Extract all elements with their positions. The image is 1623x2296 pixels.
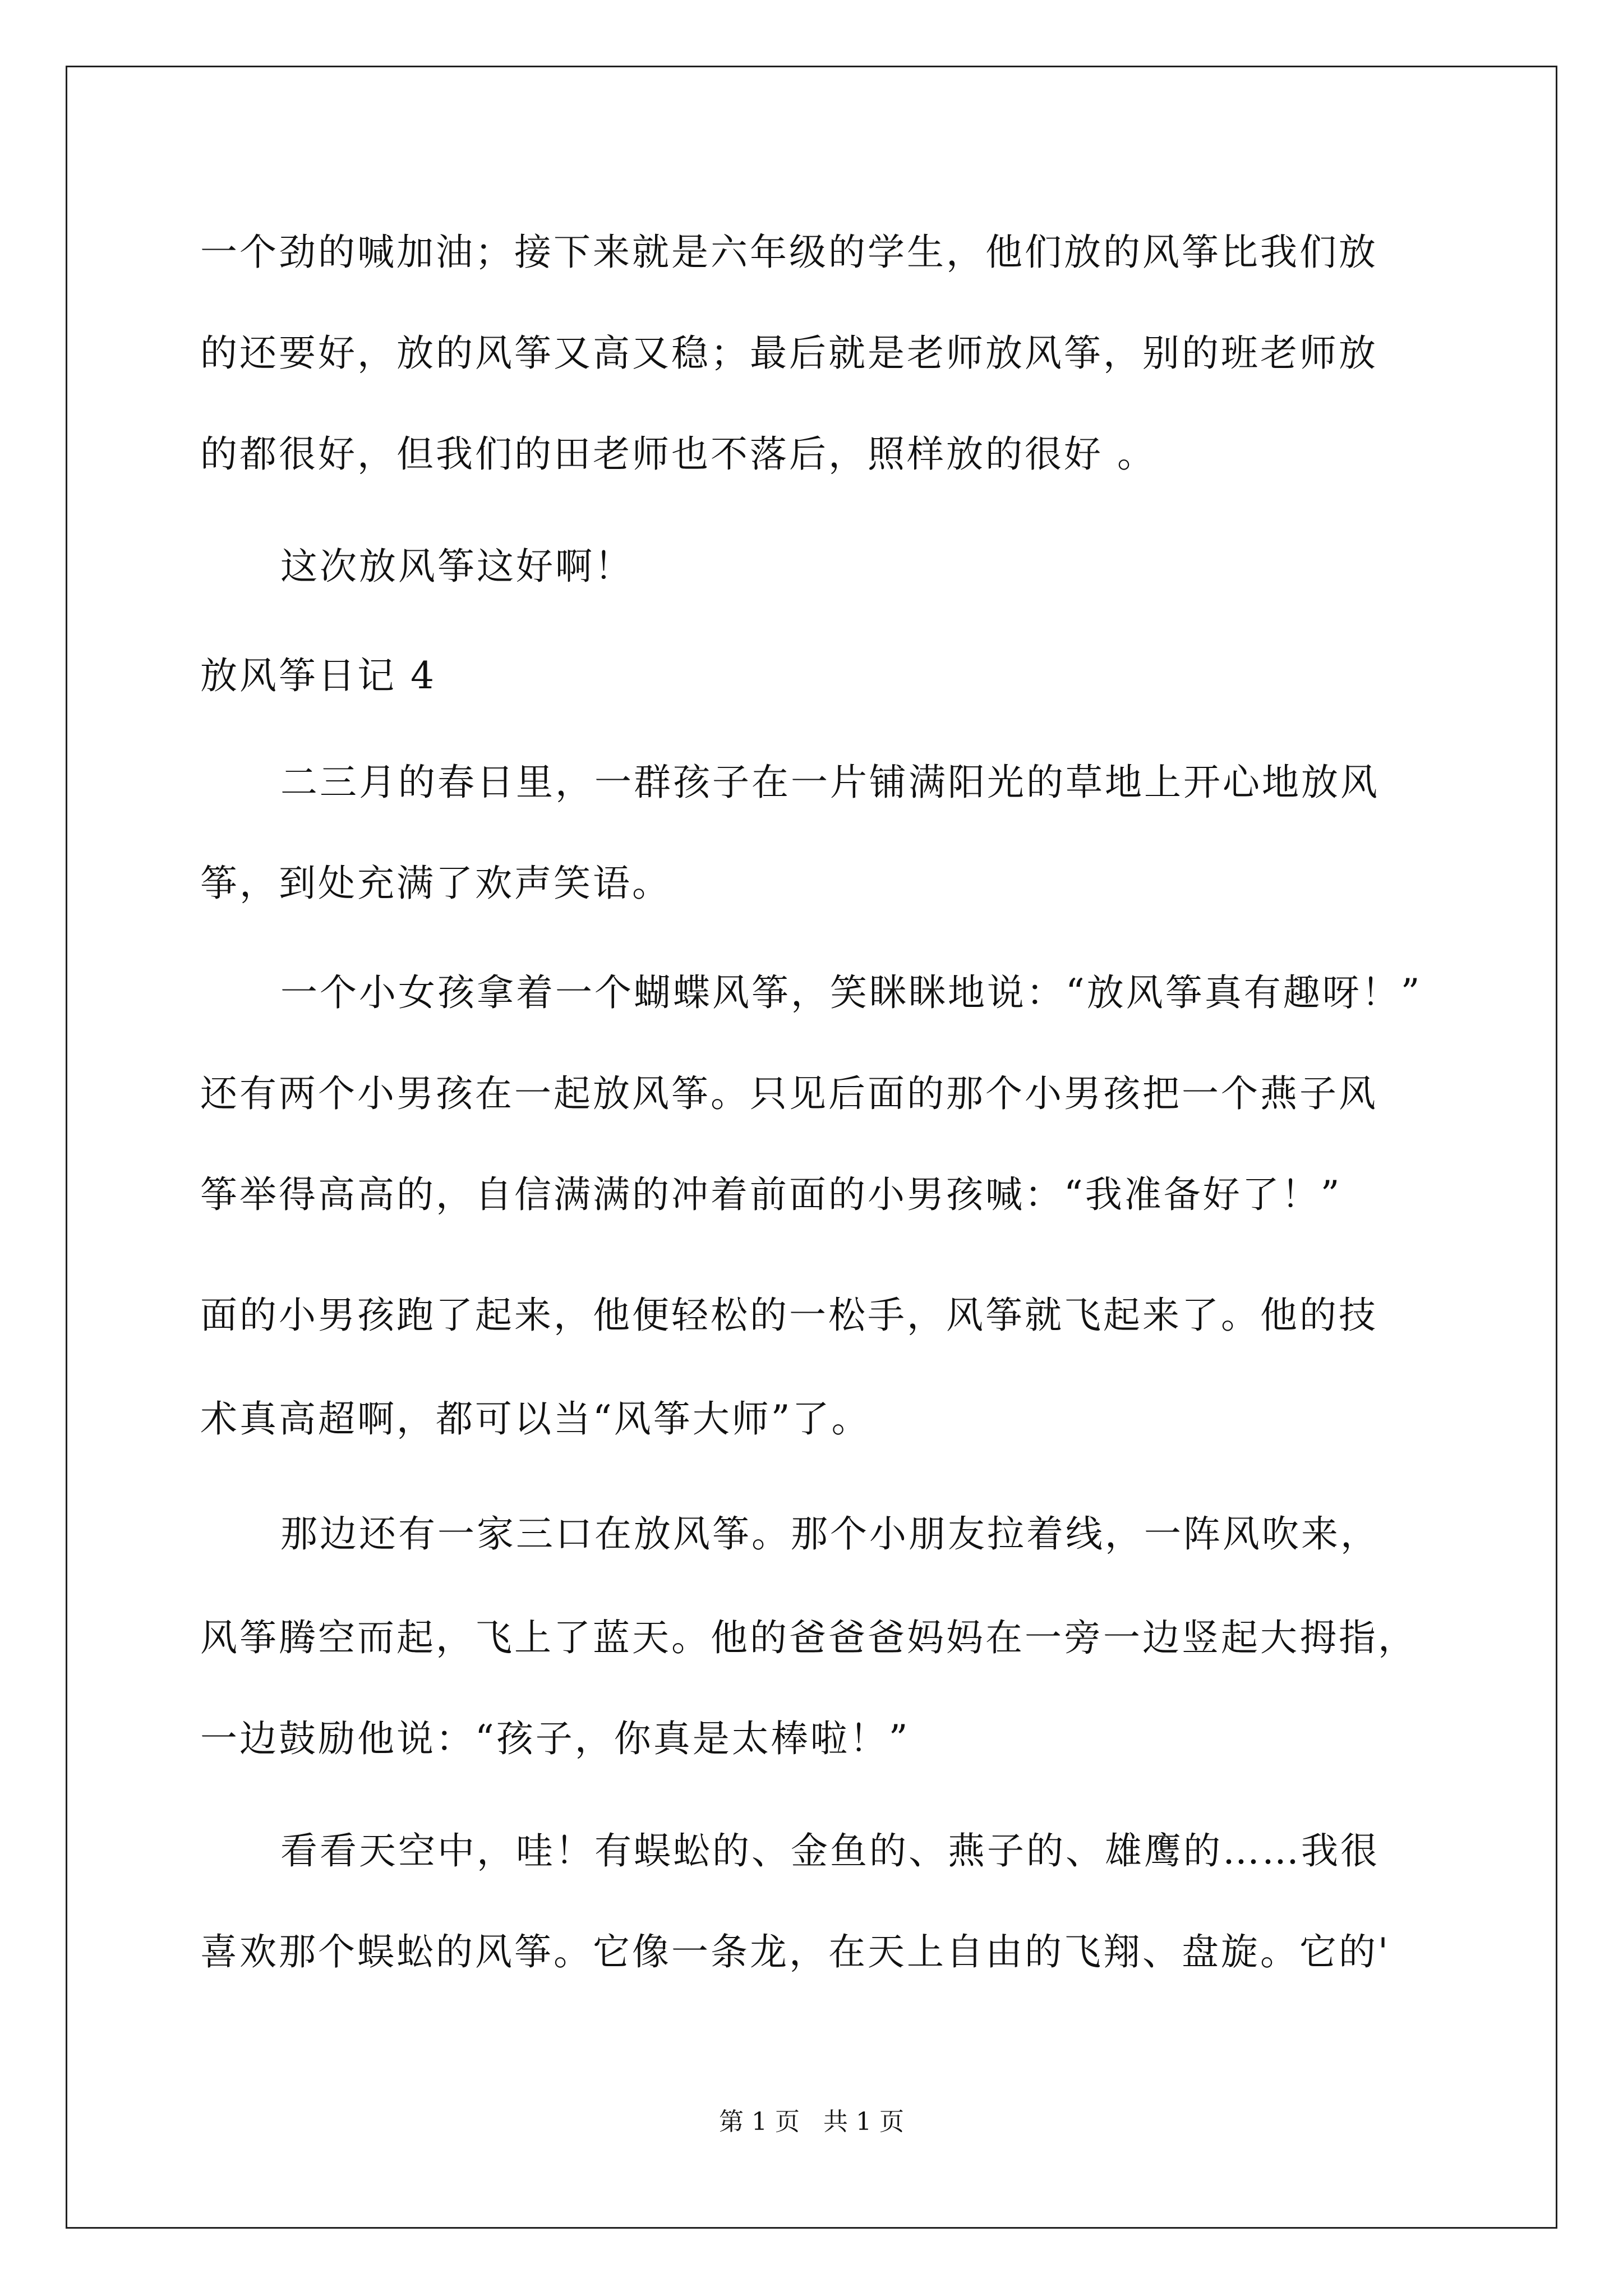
- text-line: 的都很好，但我们的田老师也不落后，照样放的很好 。: [200, 432, 1156, 476]
- text-line: 筝，到处充满了欢声笑语。: [200, 862, 671, 905]
- text-line: 术真高超啊，都可以当“风筝大师”了。: [200, 1397, 871, 1441]
- section-heading: 放风筝日记 4: [200, 654, 436, 697]
- text-line: 的还要好，放的风筝又高又稳；最后就是老师放风筝，别的班老师放: [200, 332, 1378, 375]
- paragraph-line: 二三月的春日里，一群孩子在一片铺满阳光的草地上开心地放风: [280, 761, 1380, 804]
- text-line: 一边鼓励他说：“孩子，你真是太棒啦！”: [200, 1717, 910, 1760]
- paragraph-line: 看看天空中，哇！有蜈蚣的、金鱼的、燕子的、雄鹰的……我很: [280, 1829, 1380, 1872]
- text-line: 喜欢那个蜈蚣的风筝。它像一条龙，在天上自由的飞翔、盘旋。它的': [200, 1930, 1391, 1973]
- text-line: 风筝腾空而起，飞上了蓝天。他的爸爸爸妈妈在一旁一边竖起大拇指，: [200, 1616, 1417, 1659]
- text-line: 还有两个小男孩在一起放风筝。只见后面的那个小男孩把一个燕子风: [200, 1072, 1378, 1115]
- page-footer: 第 1 页 共 1 页: [719, 2108, 904, 2136]
- text-line: 一个劲的喊加油；接下来就是六年级的学生，他们放的风筝比我们放: [200, 231, 1378, 274]
- page-border: [66, 66, 1557, 2229]
- paragraph-line: 那边还有一家三口在放风筝。那个小朋友拉着线，一阵风吹来，: [280, 1512, 1380, 1556]
- text-line: 筝举得高高的，自信满满的冲着前面的小男孩喊：“我准备好了！”: [200, 1173, 1342, 1216]
- text-line: 面的小男孩跑了起来，他便轻松的一松手，风筝就飞起来了。他的技: [200, 1294, 1378, 1337]
- paragraph-line: 一个小女孩拿着一个蝴蝶风筝，笑眯眯地说：“放风筝真有趣呀！”: [280, 971, 1422, 1014]
- paragraph-line: 这次放风筝这好啊！: [280, 545, 634, 588]
